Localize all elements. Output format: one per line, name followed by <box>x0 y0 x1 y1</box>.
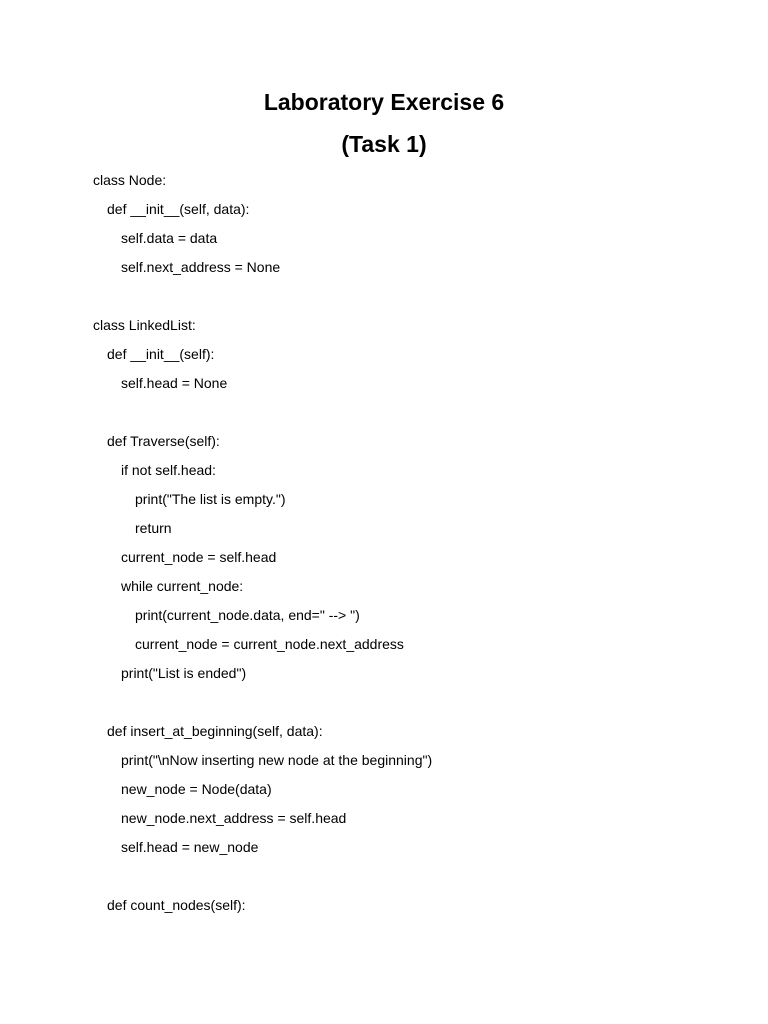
blank-line <box>93 402 733 431</box>
code-line: new_node = Node(data) <box>121 781 272 797</box>
code-line: self.next_address = None <box>121 259 281 275</box>
code-line: class Node: <box>93 172 167 188</box>
code-line: def count_nodes(self): <box>107 897 246 913</box>
code-line: while current_node: <box>121 578 244 594</box>
code-line: class LinkedList: <box>93 317 196 333</box>
code-line: return <box>135 520 172 536</box>
code-line: print("\nNow inserting new node at the beginning") <box>121 752 433 768</box>
code-line: def __init__(self, data): <box>107 201 250 217</box>
code-line: print("List is ended") <box>121 665 247 681</box>
document-title: Laboratory Exercise 6 <box>263 89 505 115</box>
blank-line <box>93 866 733 895</box>
code-line: self.data = data <box>121 230 218 246</box>
code-line: def __init__(self): <box>107 346 215 362</box>
code-line: new_node.next_address = self.head <box>121 810 347 826</box>
code-line: print("The list is empty.") <box>135 491 286 507</box>
code-line: if not self.head: <box>121 462 216 478</box>
blank-line <box>93 286 733 315</box>
code-line: def Traverse(self): <box>107 433 220 449</box>
code-block <box>93 170 733 924</box>
document-subtitle: (Task 1) <box>341 131 427 157</box>
blank-line <box>93 692 733 721</box>
code-line: def insert_at_beginning(self, data): <box>107 723 323 739</box>
code-line: current_node = current_node.next_address <box>135 636 404 652</box>
code-line: print(current_node.data, end=" --> ") <box>135 607 360 623</box>
code-line: current_node = self.head <box>121 549 277 565</box>
code-line: self.head = None <box>121 375 228 391</box>
code-line: self.head = new_node <box>121 839 259 855</box>
